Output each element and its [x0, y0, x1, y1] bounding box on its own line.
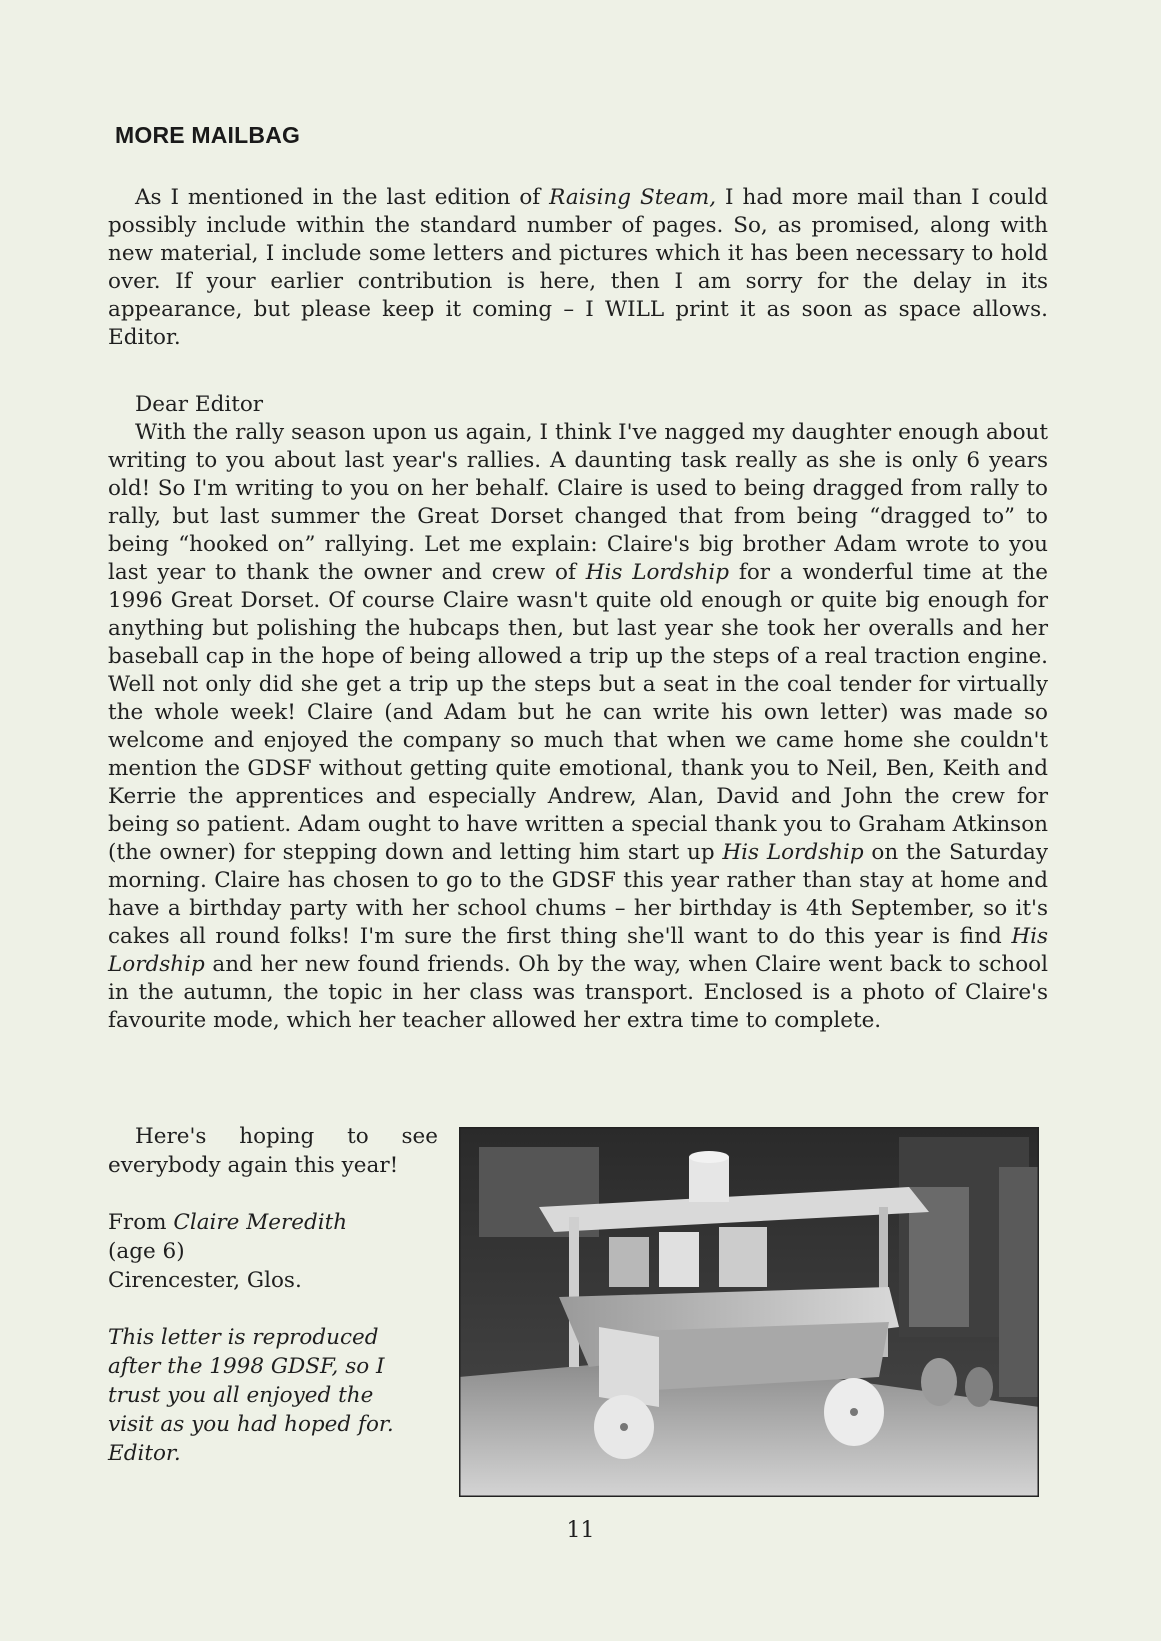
closing-word: see	[401, 1124, 438, 1149]
letter-signoff	[108, 1122, 438, 1468]
letter-text-a: With the rally season upon us again, I think I've nagged my daughter enough about writing to you about last year's rallies. A daunting task really as she is only 6 years old! So I'm writing to you on her behalf. Claire is used to being dragged from rally to rally, but last summer the Great Dorset changed that from being “dragged to” to being “hooked on” rallying. Let me explain: Claire's big brother Adam wrote to you last year to thank the owner and crew of	[108, 420, 1048, 585]
intro-text-1: As I mentioned in the last edition of	[135, 185, 550, 210]
signature-line	[108, 1208, 438, 1237]
author-town: Cirencester, Glos.	[108, 1268, 302, 1293]
page-number: 11	[566, 1518, 595, 1543]
model-engine-photo	[459, 1127, 1039, 1497]
editor-note	[108, 1323, 418, 1468]
letter-text-d: and her new found friends. Oh by the way, when Claire went back to school in the autumn, the topic in her class was transport. Enclosed is a photo of Claire's favourite mode, which her teacher allowed her extra time to complete.	[108, 952, 1048, 1033]
engine-name: His Lordship	[722, 840, 864, 865]
closing-word: Here's	[135, 1124, 207, 1149]
letter-paragraph	[108, 419, 1048, 1035]
editor-note-line: visit as you had hoped for.	[108, 1412, 394, 1437]
closing-line-2: everybody again this year!	[108, 1153, 399, 1178]
letter-text-b: for a wonderful time at the 1996 Great Dorset. Of course Claire wasn't quite old enough or quite big enough for anything but polishing the hubcaps then, but last year she took her overalls and her baseball cap in the hope of being allowed a trip up the steps of a real traction engine. Well not only did she get a trip up the steps but a seat in the coal tender for virtually the whole week! Claire (and Adam but he can write his own letter) was made so welcome and enjoyed the company so much that when we came home she couldn't mention the GDSF without getting quite emotional, thank you to Neil, Ben, Keith and Kerrie the apprentices and especially Andrew, Alan, David and John the crew for being so patient. Adam ought to have written a special thank you to Graham Atkinson (the owner) for stepping down and letting him start up	[108, 560, 1048, 865]
engine-name: His Lordship	[108, 924, 1048, 977]
editor-intro	[108, 184, 1048, 352]
editor-note-line: after the 1998 GDSF, so I	[108, 1354, 385, 1379]
editor-note-line: Editor.	[108, 1441, 181, 1466]
closing-word: to	[347, 1124, 369, 1149]
letter-text-c: on the Saturday morning. Claire has chosen to go to the GDSF this year rather than stay at home and have a birthday party with her school chums – her birthday is 4th September, so it's cakes all round folks! I'm sure the first thing she'll want to do this year is find	[108, 840, 1048, 949]
from-label: From	[108, 1210, 174, 1235]
closing-word: hoping	[239, 1124, 315, 1149]
editor-note-line: This letter is reproduced	[108, 1325, 379, 1350]
author-age: (age 6)	[108, 1239, 185, 1264]
closing-line-1	[108, 1122, 438, 1151]
intro-text-2: I had more mail than I could possibly include within the standard number of pages. So, as promised, along with new material, I include some letters and pictures which it has been necessary to hold over. If your earlier contribution is here, then I am sorry for the delay in its appearance, but please keep it coming – I WILL print it as soon as space allows. Editor.	[108, 185, 1048, 350]
salutation: Dear Editor	[135, 392, 264, 417]
magazine-title: Raising Steam,	[549, 185, 717, 210]
editor-note-line: trust you all enjoyed the	[108, 1383, 374, 1408]
engine-name: His Lordship	[585, 560, 730, 585]
letter-body	[108, 391, 1048, 1035]
intro-paragraph	[108, 184, 1048, 352]
section-heading: MORE MAILBAG	[115, 122, 301, 148]
author-name: Claire Meredith	[173, 1210, 348, 1235]
